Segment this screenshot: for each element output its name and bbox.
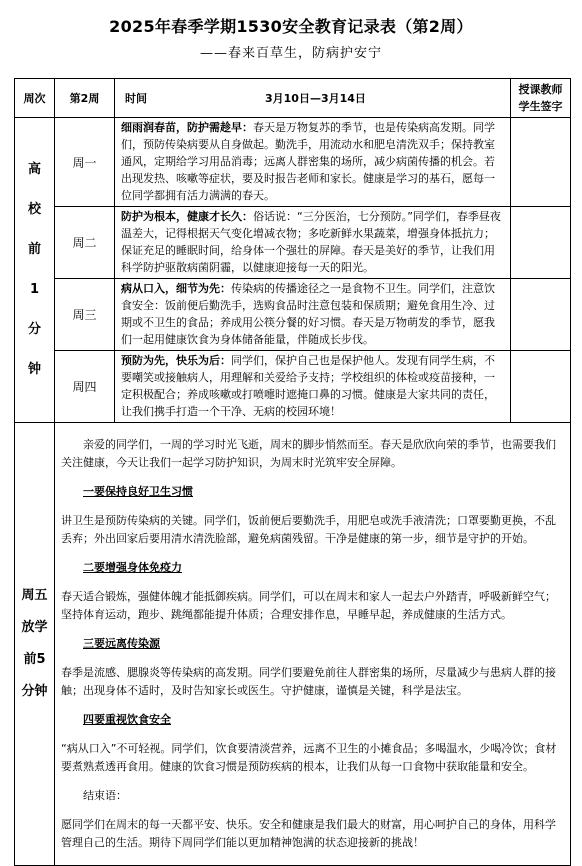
header-time-label: 时间 bbox=[125, 92, 147, 105]
week-cell: 周三 bbox=[55, 279, 115, 351]
signature-cell[interactable] bbox=[511, 351, 571, 423]
week-cell: 周四 bbox=[55, 351, 115, 423]
content-text: 春天是万物复苏的季节，也是传染病高发期。同学们，预防传染病要从自身做起。勤洗手，用流动水和肥皂清洗双手；保持教室通风，定期给学习用品消毒；远离人群密集的场所，减少病菌传播的机会。若出现发热、咳嗽等症状，要及时报告老师和家长。健康是学习的基石，愿每一位同学都拥有活力满满的春天。 bbox=[121, 121, 495, 202]
table-row bbox=[15, 351, 571, 423]
section2-label-line: 周五 bbox=[21, 588, 48, 603]
week-cell: 周二 bbox=[55, 207, 115, 279]
week-cell: 周一 bbox=[55, 118, 115, 207]
header-date-range: 3月10日—3月14日 bbox=[265, 92, 366, 105]
closing-text: 愿同学们在周末的每一天都平安、快乐。安全和健康是我们最大的财富，用心呵护自己的身体，用科学管理自己的生活。期待下周同学们能以更加精神饱满的状态迎接新的挑战！ bbox=[61, 818, 556, 849]
section2-label bbox=[15, 423, 55, 866]
signature-cell[interactable] bbox=[511, 118, 571, 207]
intro-paragraph: 亲爱的同学们，一周的学习时光飞逝，周末的脚步悄然而至。春天是欣欣向荣的季节，也需要我们关注健康，今天让我们一起学习防护知识，为周末时光筑牢安全屏障。 bbox=[61, 438, 556, 469]
content-lead: 预防为先，快乐为后： bbox=[121, 354, 231, 367]
content-text: 俗话说：“三分医治，七分预防。”同学们，春季昼夜温差大，记得根据天气变化增减衣物；多吃新鲜水果蔬菜，增强身体抵抗力；保证充足的睡眠时间，给身体一个强壮的屏障。春天是美好的季节，让我们用科学防护驱散病菌阴霾，以健康迎接每一天的阳光。 bbox=[121, 210, 501, 274]
table-row bbox=[15, 279, 571, 351]
topic-heading: 四要重视饮食安全 bbox=[83, 713, 171, 726]
header-week-label: 周次 bbox=[15, 79, 55, 118]
signature-cell[interactable] bbox=[511, 279, 571, 351]
table-row bbox=[15, 118, 571, 207]
section1-label-char: 高 bbox=[27, 162, 41, 177]
content-lead: 细雨润春苗，防护需趁早： bbox=[121, 121, 253, 134]
table-row bbox=[15, 207, 571, 279]
topic-text: 春天适合锻炼，强健体魄才能抵御疾病。同学们，可以在周末和家人一起去户外踏青，呼吸新鲜空气；坚持体育运动，跑步、跳绳都能提升体质；合理安排作息，早睡早起，养成健康的生活方式。 bbox=[61, 590, 556, 621]
topic-heading: 三要远离传染源 bbox=[83, 637, 160, 650]
header-week-value: 第2周 bbox=[55, 79, 115, 118]
header-signature-cell bbox=[511, 79, 571, 118]
signature-cell[interactable] bbox=[511, 207, 571, 279]
topic-heading: 二要增强身体免疫力 bbox=[83, 561, 182, 574]
document-subtitle: ——春来百草生，防病护安宁 bbox=[199, 46, 382, 61]
section1-label-char: 分 bbox=[27, 322, 41, 337]
content-text: 传染病的传播途径之一是食物不卫生。同学们，注意饮食安全：饭前便后勤洗手，选购食品时注意包装和保质期；避免食用生冷、过期或不卫生的食品；养成用公筷分餐的好习惯。春天是万物萌发的季节，愿我们一起用健康饮食为身体储备能量，伴随成长步伐。 bbox=[121, 282, 495, 346]
content-lead: 防护为根本，健康才长久： bbox=[121, 210, 253, 223]
table-header-row bbox=[15, 79, 571, 118]
header-student-label: 学生签字 bbox=[518, 100, 563, 113]
topic-text: 春季是流感、腮腺炎等传染病的高发期。同学们要避免前往人群密集的场所，尽量减少与患病人群的接触；出现身体不适时，及时告知家长或医生。守护健康，谨慎是关键，科学是法宝。 bbox=[61, 666, 556, 697]
daily-content-cell bbox=[115, 118, 511, 207]
section1-label-char: 钟 bbox=[27, 362, 41, 377]
section1-label bbox=[15, 118, 55, 423]
section2-label-line: 放学 bbox=[21, 620, 48, 635]
section2-label-line: 前5 bbox=[23, 652, 46, 667]
topic-text: “病从口入”不可轻视。同学们，饮食要清淡营养，远离不卫生的小摊食品；多喝温水，少喝冷饮；食材要煮熟煮透再食用。健康的饮食习惯是预防疾病的根本，让我们从每一口食物中获取能量和安全。 bbox=[61, 742, 557, 773]
section1-label-char: 1 bbox=[29, 282, 40, 297]
header-teacher-label: 授课教师 bbox=[518, 83, 563, 96]
document-title: 2025年春季学期1530安全教育记录表（第2周） bbox=[109, 17, 473, 36]
closing-label: 结束语： bbox=[83, 789, 127, 802]
safety-record-table bbox=[14, 78, 571, 866]
friday-content-cell bbox=[55, 423, 571, 866]
table-row bbox=[15, 423, 571, 866]
section1-label-char: 前 bbox=[27, 242, 41, 257]
section2-label-line: 分钟 bbox=[21, 684, 48, 699]
header-time-cell bbox=[115, 79, 511, 118]
daily-content-cell bbox=[115, 351, 511, 423]
topic-heading: 一要保持良好卫生习惯 bbox=[83, 485, 193, 498]
topic-text: 讲卫生是预防传染病的关键。同学们，饭前便后要勤洗手，用肥皂或洗手液清洗；口罩要勤更换，不乱丢弃；外出回家后要用清水清洗脸部，避免病菌残留。干净是健康的第一步，细节是守护的开始。 bbox=[61, 514, 556, 545]
daily-content-cell bbox=[115, 279, 511, 351]
section1-label-char: 校 bbox=[27, 202, 41, 217]
content-text: 同学们，保护自己也是保护他人。发现有同学生病，不要嘲笑或接触病人，用理解和关爱给予支持；学校组织的体检或疫苗接种，一定积极配合；养成咳嗽或打喷嚏时遮掩口鼻的习惯。健康是大家共同的责任，让我们携手打造一个干净、无病的校园环境！ bbox=[121, 354, 495, 418]
content-lead: 病从口入，细节为先： bbox=[121, 282, 231, 295]
daily-content-cell bbox=[115, 207, 511, 279]
